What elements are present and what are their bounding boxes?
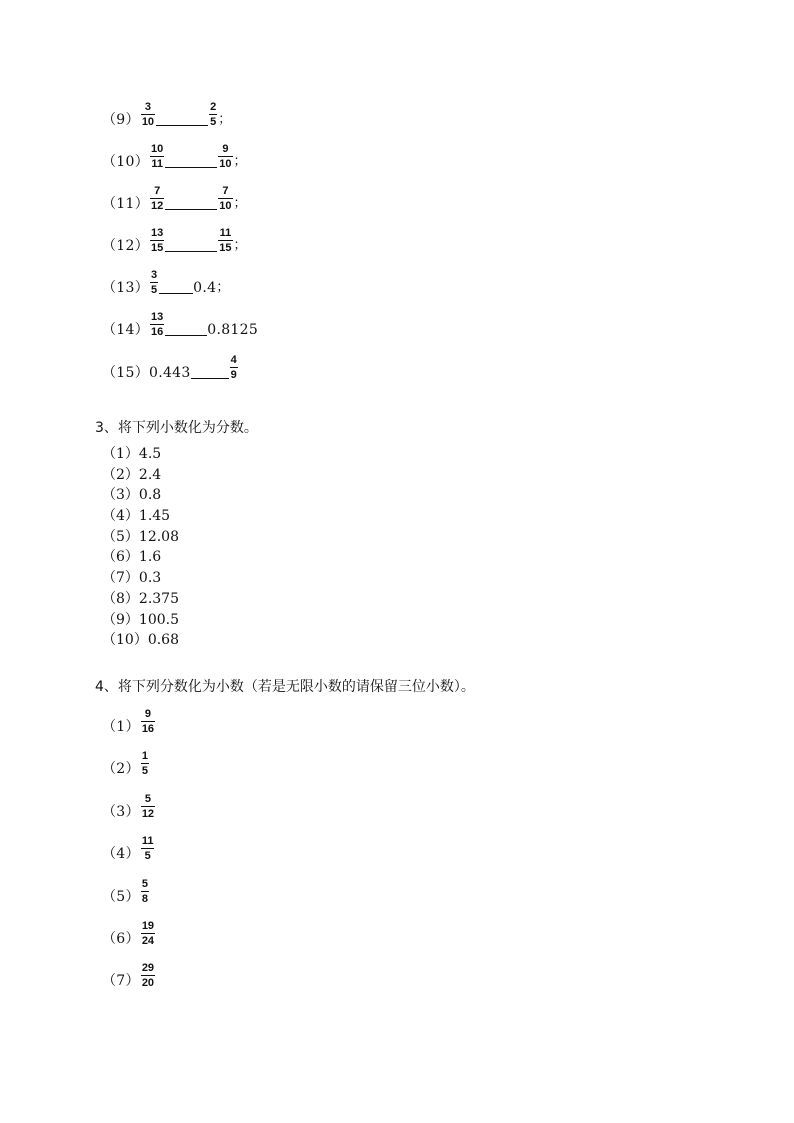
item-value: 2.4	[138, 466, 162, 483]
denominator: 12	[141, 808, 155, 820]
section-3-heading: 3、将下列小数化为分数。	[95, 420, 258, 436]
denominator: 10	[219, 200, 232, 212]
list-item	[102, 547, 179, 568]
right-value: 0.8125	[207, 322, 259, 338]
left-fraction	[150, 311, 164, 338]
compare-item-15	[102, 343, 239, 381]
numerator: 13	[151, 311, 164, 323]
numerator: 5	[144, 793, 151, 805]
fraction	[141, 962, 155, 989]
numerator: 19	[141, 920, 155, 932]
item-label: （7）	[102, 973, 140, 989]
answer-blank[interactable]	[165, 166, 217, 168]
denominator: 5	[144, 850, 151, 862]
item-label: （8）	[102, 590, 139, 607]
fraction-item-6	[102, 909, 156, 947]
punctuation: ；	[218, 112, 232, 127]
item-label: （4）	[102, 508, 139, 525]
item-label: （1）	[102, 446, 139, 462]
section-3-list	[102, 444, 179, 651]
item-value: 0.3	[138, 570, 162, 587]
denominator: 15	[219, 242, 232, 254]
numerator: 3	[151, 269, 158, 281]
item-label: （5）	[102, 889, 140, 905]
answer-blank[interactable]	[191, 377, 229, 379]
numerator: 2	[210, 101, 217, 113]
item-label: （3）	[102, 804, 140, 820]
left-fraction	[150, 185, 164, 212]
fraction-item-3	[102, 782, 156, 820]
item-label: （2）	[102, 466, 139, 483]
fraction-item-4	[102, 824, 155, 862]
numerator: 5	[141, 878, 148, 890]
item-value: 2.375	[138, 590, 180, 607]
fraction-item-7	[102, 951, 156, 989]
numerator: 1	[141, 750, 148, 762]
right-fraction	[218, 185, 232, 212]
numerator: 7	[222, 185, 229, 197]
item-label: （2）	[102, 761, 140, 777]
list-item	[102, 465, 179, 486]
numerator: 29	[141, 962, 155, 974]
item-label: （4）	[102, 846, 140, 862]
numerator: 9	[144, 708, 151, 720]
item-label: （7）	[102, 570, 139, 587]
item-label: （15）	[102, 365, 150, 381]
numerator: 10	[151, 143, 164, 155]
answer-blank[interactable]	[165, 250, 217, 252]
denominator: 5	[141, 765, 148, 777]
answer-blank[interactable]	[165, 208, 217, 210]
numerator: 11	[141, 835, 154, 847]
answer-blank[interactable]	[156, 124, 208, 126]
numerator: 4	[230, 354, 237, 366]
list-item	[102, 506, 179, 527]
numerator: 9	[222, 143, 229, 155]
fraction-item-1	[102, 697, 156, 735]
left-fraction	[141, 101, 155, 128]
left-value: 0.443	[149, 365, 191, 381]
item-label: （1）	[102, 719, 140, 735]
fraction	[141, 708, 155, 735]
denominator: 9	[230, 369, 237, 381]
compare-item-11	[102, 174, 247, 212]
item-label: （9）	[102, 611, 139, 628]
item-label: （5）	[102, 528, 139, 545]
item-label: （10）	[102, 632, 148, 649]
denominator: 16	[151, 326, 164, 338]
item-label: （9）	[102, 112, 140, 128]
denominator: 10	[141, 116, 155, 128]
list-item	[102, 610, 179, 631]
compare-item-12	[102, 216, 247, 254]
item-value: 1.45	[138, 508, 171, 525]
item-label: （14）	[102, 322, 150, 338]
item-label: （6）	[102, 549, 139, 566]
item-label: （13）	[102, 280, 150, 296]
list-item	[102, 589, 179, 610]
punctuation: ；	[233, 238, 247, 253]
denominator: 5	[151, 284, 158, 296]
numerator: 13	[151, 227, 164, 239]
punctuation: ；	[233, 196, 247, 211]
fraction	[141, 750, 149, 777]
section-4-heading: 4、将下列分数化为小数（若是无限小数的请保留三位小数）。	[95, 679, 475, 695]
answer-blank[interactable]	[159, 292, 193, 294]
denominator: 15	[151, 242, 164, 254]
list-item	[102, 444, 179, 465]
item-label: （3）	[102, 487, 139, 504]
right-fraction	[218, 143, 232, 170]
left-fraction	[150, 143, 164, 170]
answer-blank[interactable]	[165, 334, 207, 336]
item-value: 4.5	[138, 446, 162, 462]
fraction	[141, 793, 155, 820]
item-label: （11）	[102, 196, 150, 212]
list-item	[102, 485, 179, 506]
compare-item-10	[102, 132, 247, 170]
list-item	[102, 568, 179, 589]
right-value: 0.4	[193, 280, 217, 296]
item-value: 0.68	[147, 632, 179, 649]
denominator: 8	[141, 893, 148, 905]
numerator: 3	[144, 101, 151, 113]
fraction	[141, 835, 155, 862]
numerator: 11	[219, 227, 232, 239]
list-item	[102, 527, 179, 548]
punctuation: ；	[216, 280, 230, 295]
right-fraction	[209, 101, 217, 128]
denominator: 16	[141, 723, 155, 735]
denominator: 10	[219, 158, 232, 170]
compare-item-14	[102, 300, 258, 338]
fraction	[141, 920, 155, 947]
denominator: 5	[210, 116, 217, 128]
fraction	[141, 878, 149, 905]
denominator: 20	[141, 977, 155, 989]
list-item	[102, 630, 179, 651]
right-fraction	[230, 354, 238, 381]
item-label: （10）	[102, 154, 150, 170]
denominator: 24	[141, 935, 155, 947]
item-value: 1.6	[138, 549, 162, 566]
fraction-item-2	[102, 739, 150, 777]
item-label: （12）	[102, 238, 150, 254]
item-label: （6）	[102, 931, 140, 947]
compare-item-9	[102, 90, 231, 128]
right-fraction	[218, 227, 232, 254]
numerator: 7	[154, 185, 161, 197]
item-value: 12.08	[138, 528, 180, 545]
denominator: 11	[151, 158, 163, 170]
item-value: 100.5	[138, 611, 180, 628]
left-fraction	[150, 227, 164, 254]
punctuation: ；	[233, 154, 247, 169]
left-fraction	[150, 269, 158, 296]
item-value: 0.8	[138, 487, 162, 504]
denominator: 12	[151, 200, 164, 212]
compare-item-13	[102, 258, 229, 296]
fraction-item-5	[102, 867, 150, 905]
